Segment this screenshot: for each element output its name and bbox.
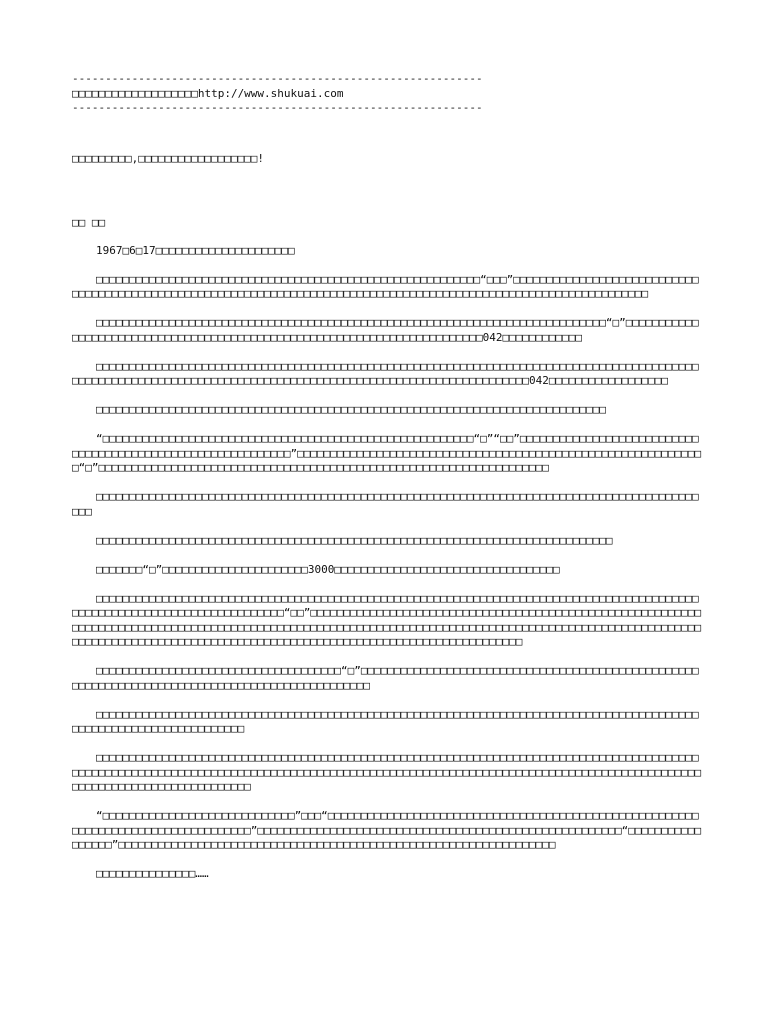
- download-notice: □□□□□□□□□,□□□□□□□□□□□□□□□□□□!: [72, 151, 265, 165]
- paragraph-1: 1967□6□17□□□□□□□□□□□□□□□□□□□□□: [96, 243, 295, 257]
- paragraph-11: □□□□□□□□□□□□□□□□□□□□□□□□□□□□□□□□□□□□□“□”□□□□□□□□□□□□□□□□□□□□□□□□□□□□□□□□□□□□□□□□□□□□□□□□□□□□□□□□□□□□□□□□□□□□□□□□□□□□□□□□□□□□□□□□□□□□□□□□: [72, 664, 699, 692]
- paragraph-3: □□□□□□□□□□□□□□□□□□□□□□□□□□□□□□□□□□□□□□□□□□□□□□□□□□□□□□□□□□□□□□□□□□□□□□□□□□□□□“□”□□□□□□□□□□□□□□□□□□□□□□□□□□□□□□□□□□□□□□□□□□□□□□□□□□□□□□□□□□□□□□□□□□□□□□□□□042□□□□□□□□□□□□: [72, 316, 699, 344]
- chapter-body: [72, 244, 708, 882]
- paragraph-4: □□□□□□□□□□□□□□□□□□□□□□□□□□□□□□□□□□□□□□□□□□□□□□□□□□□□□□□□□□□□□□□□□□□□□□□□□□□□□□□□□□□□□□□□□□□□□□□□□□□□□□□□□□□□□□□□□□□□□□□□□□□□□□□□□□□□□□□□□□□□□□□□□□□□□□□□□□□□□□□□042□□□□□□□□□□□□□□□□□□: [72, 359, 699, 387]
- paragraph-6: “□□□□□□□□□□□□□□□□□□□□□□□□□□□□□□□□□□□□□□□□□□□□□□□□□□□□□□□□“□”“□□”□□□□□□□□□□□□□□□□□□□□□□□□□□□□□□□□□□□□□□□□□□□□□□□□□□□□□□□□□□□□”□□□□□□□□□□□□□□□□□□□□□□□□□□□□□□□□□□□□□□□□□□□□□□□□□□□□□□□□□□□□□□“□”□□□□□□□□□□□□□□□□□□□□□□□□□□□□□□□□□□□□□□□□□□□□□□□□□□□□□□□□□□□□□□□□□□□□: [72, 432, 702, 474]
- paragraph-14: “□□□□□□□□□□□□□□□□□□□□□□□□□□□□□”□□□“□□□□□□□□□□□□□□□□□□□□□□□□□□□□□□□□□□□□□□□□□□□□□□□□□□□□□□□□□□□□□□□□□□□□□□□□□□□□□□□□□□□”□□□□□□□□□□□□□□□□□□□□□□□□□□□□□□□□□□□□□□□□□□□□□□□□□□□□□□□“□□□□□□□□□□□□□□□□□”□□□□□□□□□□□□□□□□□□□□□□□□□□□□□□□□□□□□□□□□□□□□□□□□□□□□□□□□□□□□□□□□□□: [72, 809, 702, 851]
- paragraph-5: □□□□□□□□□□□□□□□□□□□□□□□□□□□□□□□□□□□□□□□□□□□□□□□□□□□□□□□□□□□□□□□□□□□□□□□□□□□□□: [96, 403, 606, 416]
- chapter-title: □□ □□: [72, 216, 106, 229]
- paragraph-15: □□□□□□□□□□□□□□□……: [96, 867, 209, 880]
- paragraph-8: □□□□□□□□□□□□□□□□□□□□□□□□□□□□□□□□□□□□□□□□□□□□□□□□□□□□□□□□□□□□□□□□□□□□□□□□□□□□□□: [96, 533, 613, 547]
- header-rule-top: --------------------------------------------------------------: [72, 72, 483, 85]
- header-site-line: □□□□□□□□□□□□□□□□□□□http://www.shukuai.com: [72, 86, 344, 100]
- site-header: [72, 72, 708, 116]
- paragraph-7: □□□□□□□□□□□□□□□□□□□□□□□□□□□□□□□□□□□□□□□□□□□□□□□□□□□□□□□□□□□□□□□□□□□□□□□□□□□□□□□□□□□□□□□□□□□□□□: [72, 490, 699, 518]
- document-page: [72, 72, 708, 896]
- header-rule-bottom: --------------------------------------------------------------: [72, 101, 483, 114]
- paragraph-12: □□□□□□□□□□□□□□□□□□□□□□□□□□□□□□□□□□□□□□□□□□□□□□□□□□□□□□□□□□□□□□□□□□□□□□□□□□□□□□□□□□□□□□□□□□□□□□□□□□□□□□□□□□□□□□□□□□□□□: [72, 707, 699, 735]
- paragraph-13: □□□□□□□□□□□□□□□□□□□□□□□□□□□□□□□□□□□□□□□□□□□□□□□□□□□□□□□□□□□□□□□□□□□□□□□□□□□□□□□□□□□□□□□□□□□□□□□□□□□□□□□□□□□□□□□□□□□□□□□□□□□□□□□□□□□□□□□□□□□□□□□□□□□□□□□□□□□□□□□□□□□□□□□□□□□□□□□□□□□□□□□□□□□□□□□□□□□□□□□□□□□□□□□□□□□□□: [72, 751, 702, 793]
- paragraph-9: □□□□□□□“□”□□□□□□□□□□□□□□□□□□□□□□3000□□□□□□□□□□□□□□□□□□□□□□□□□□□□□□□□□□: [96, 562, 560, 576]
- paragraph-2: □□□□□□□□□□□□□□□□□□□□□□□□□□□□□□□□□□□□□□□□□□□□□□□□□□□□□□□□□□“□□□”□□□□□□□□□□□□□□□□□□□□□□□□□□□□□□□□□□□□□□□□□□□□□□□□□□□□□□□□□□□□□□□□□□□□□□□□□□□□□□□□□□□□□□□□□□□□□□□□□□□□□□□□□□□□□□□□□□□: [72, 272, 699, 300]
- paragraph-10: □□□□□□□□□□□□□□□□□□□□□□□□□□□□□□□□□□□□□□□□□□□□□□□□□□□□□□□□□□□□□□□□□□□□□□□□□□□□□□□□□□□□□□□□□□□□□□□□□□□□□□□□□□□□□□□□□□□□□□□□□□□“□□”□□□□□□□□□□□□□□□□□□□□□□□□□□□□□□□□□□□□□□□□□□□□□□□□□□□□□□□□□□□□□□□□□□□□□□□□□□□□□□□□□□□□□□□□□□□□□□□□□□□□□□□□□□□□□□□□□□□□□□□□□□□□□□□□□□□□□□□□□□□□□□□□□□□□□□□□□□□□□□□□□□□□□□□□□□□□□□□□□□□□□□□□□□□□□□□□□□□□□□□□□□□□□□□□□□□□□□□□□□□□□□: [72, 591, 702, 648]
